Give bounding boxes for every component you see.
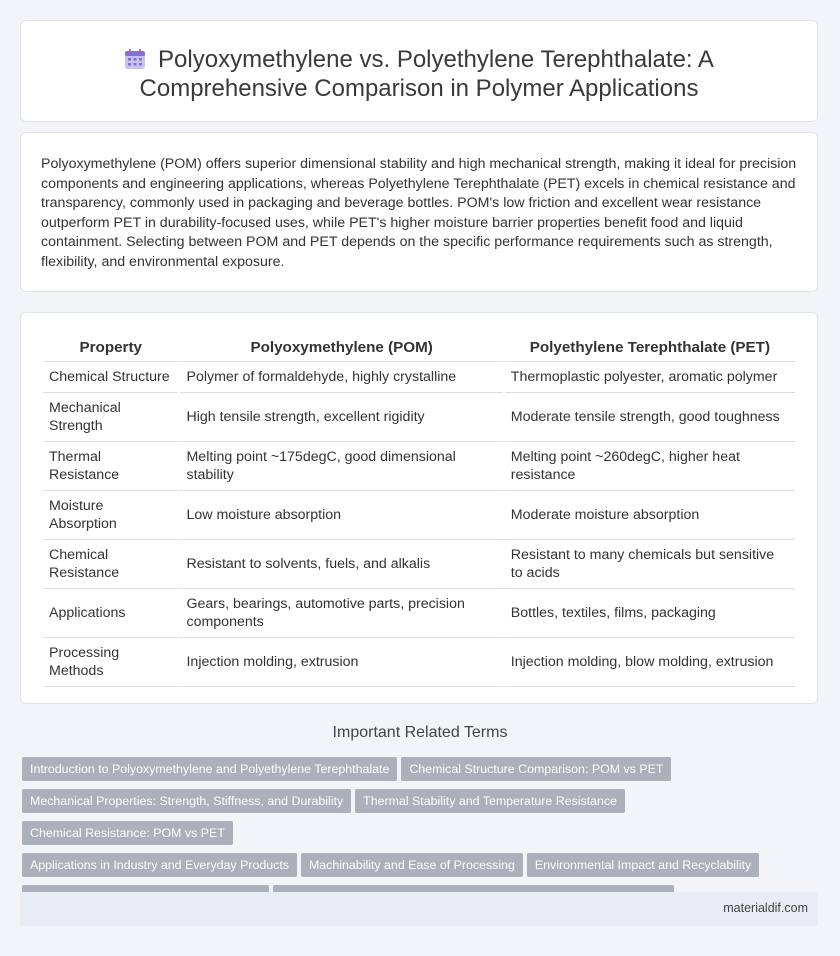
table-row [43,362,795,393]
row-pom-value: High tensile strength, excellent rigidity [180,393,502,442]
related-term-tag[interactable]: Applications in Industry and Everyday Products [22,853,297,877]
calendar-icon [124,48,146,70]
table-row [43,589,795,638]
header-pom: Polyoxymethylene (POM) [180,333,502,362]
row-pom-value: Gears, bearings, automotive parts, precision components [180,589,502,638]
table-row [43,540,795,589]
table-row [43,491,795,540]
row-pet-value: Moderate moisture absorption [505,491,795,540]
row-pom-value: Resistant to solvents, fuels, and alkalis [180,540,502,589]
related-term-tag[interactable]: Chemical Resistance: POM vs PET [22,821,233,845]
row-pet-value: Injection molding, blow molding, extrusion [505,638,795,687]
row-property: Processing Methods [43,638,178,687]
related-term-tag[interactable]: Chemical Structure Comparison: POM vs PET [401,757,671,781]
comparison-table [41,333,797,687]
header-pet: Polyethylene Terephthalate (PET) [505,333,795,362]
row-pom-value: Injection molding, extrusion [180,638,502,687]
row-pom-value: Low moisture absorption [180,491,502,540]
row-property: Moisture Absorption [43,491,178,540]
related-term-tag[interactable]: Machinability and Ease of Processing [301,853,523,877]
page-title [61,45,777,103]
row-pet-value: Moderate tensile strength, good toughness [505,393,795,442]
row-property: Applications [43,589,178,638]
footer [20,892,818,926]
comparison-table-card [20,312,818,704]
header-property: Property [43,333,178,362]
intro-paragraph: Polyoxymethylene (POM) offers superior dimensional stability and high mechanical strength, making it ideal for precision components and engineering applications, whereas Polyethylene Terephthalate (PET) excels in chemical resistance and transparency, commonly used in packaging and beverage bottles. POM's low friction and excellent wear resistance outperform PET in durability-focused uses, while PET's higher moisture barrier properties benefit food and liquid containment. Selecting between POM and PET depends on the specific performance requirements such as strength, flexibility, and environmental exposure. [41,156,797,270]
related-term-tag[interactable]: Introduction to Polyoxymethylene and Polyethylene Terephthalate [22,757,397,781]
row-pom-value: Melting point ~175degC, good dimensional stability [180,442,502,491]
related-term-tag[interactable]: Environmental Impact and Recyclability [527,853,759,877]
row-pet-value: Melting point ~260degC, higher heat resistance [505,442,795,491]
row-property: Mechanical Strength [43,393,178,442]
page-title-text: Polyoxymethylene vs. Polyethylene Terephthalate: A Comprehensive Comparison in Polymer Applications [139,46,714,102]
row-property: Thermal Resistance [43,442,178,491]
related-term-tag[interactable]: Thermal Stability and Temperature Resistance [355,789,625,813]
row-pet-value: Bottles, textiles, films, packaging [505,589,795,638]
footer-site-link[interactable]: materialdif.com [723,901,808,915]
row-pet-value: Thermoplastic polyester, aromatic polymer [505,362,795,393]
related-term-tag[interactable]: Mechanical Properties: Strength, Stiffness, and Durability [22,789,351,813]
row-pom-value: Polymer of formaldehyde, highly crystalline [180,362,502,393]
row-property: Chemical Resistance [43,540,178,589]
table-row [43,638,795,687]
title-card [20,20,818,122]
table-row [43,393,795,442]
intro-card [20,132,818,292]
row-pet-value: Resistant to many chemicals but sensitive to acids [505,540,795,589]
related-terms-heading: Important Related Terms [332,724,508,741]
row-property: Chemical Structure [43,362,178,393]
table-row [43,442,795,491]
table-header-row [43,333,795,362]
